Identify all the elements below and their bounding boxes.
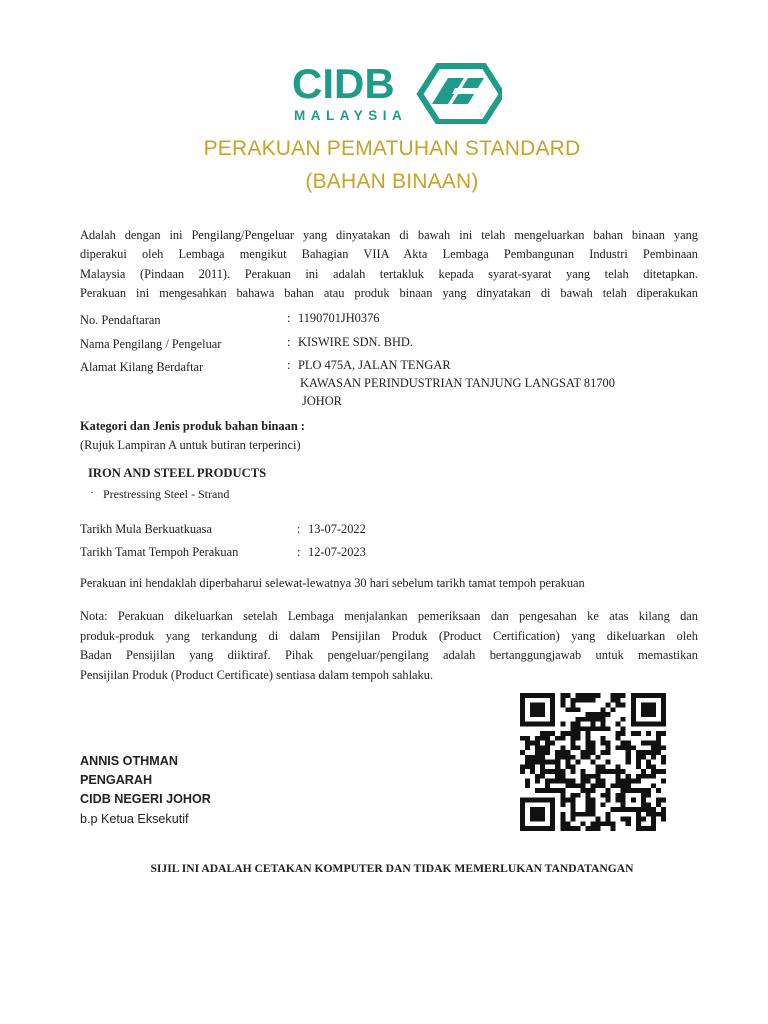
colon: : [297,545,301,559]
start-date-value: 13-07-2022 [308,522,366,536]
logo-subtext: MALAYSIA [294,108,408,123]
nota-paragraph [80,607,698,685]
cidb-hexagon-icon [292,60,502,124]
signatory-position: PENGARAH [80,773,153,787]
nota-line: Badan Pensijilan yang diiktiraf. Pihak pengeluar/pengilang adalah bertanggungjawab untuk memastikan [80,648,698,663]
category-name: IRON AND STEEL PRODUCTS [88,466,267,480]
nota-line: Pensijilan Produk (Product Certificate) sentiasa dalam tempoh sahlaku. [80,667,434,682]
bullet-icon: · [90,485,94,499]
address-line: JOHOR [302,394,342,408]
colon: : [297,522,301,536]
nota-line: produk-produk yang terkandung di dalam Pensijilan Produk (Product Certification) yang dikeluarkan oleh [80,628,698,643]
address-label: Alamat Kilang Berdaftar [80,360,204,374]
category-note: (Rujuk Lampiran A untuk butiran terperinci) [80,438,301,452]
start-date-label: Tarikh Mula Berkuatkuasa [80,522,212,536]
colon: : [287,358,291,372]
manufacturer-value: KISWIRE SDN. BHD. [298,335,413,349]
certificate-title: PERAKUAN PEMATUHAN STANDARD [203,137,581,160]
category-heading: Kategori dan Jenis produk bahan binaan : [80,419,305,433]
signatory-name: ANNIS OTHMAN [80,754,178,768]
registration-value: 1190701JH0376 [298,311,380,325]
qr-code-icon [520,693,666,831]
address-line: KAWASAN PERINDUSTRIAN TANJUNG LANGSAT 81700 [300,376,615,390]
intro-line: Malaysia (Pindaan 2011). Perakuan ini adalah tertakluk kepada syarat-syarat yang telah ditetapkan. [80,266,698,281]
signatory-office: CIDB NEGERI JOHOR [80,792,211,806]
qr-code [520,693,666,831]
registration-label: No. Pendaftaran [80,313,161,327]
cidb-logo [292,60,502,124]
footer-disclaimer: SIJIL INI ADALAH CETAKAN KOMPUTER DAN TIDAK MEMERLUKAN TANDATANGAN [150,862,634,875]
intro-line: Adalah dengan ini Pengilang/Pengeluar yang dinyatakan di bawah ini telah mengeluarkan bahan binaan yang [80,228,698,242]
renewal-note: Perakuan ini hendaklah diperbaharui selewat-lewatnya 30 hari sebelum tarikh tamat tempoh perakuan [80,576,585,590]
colon: : [287,311,291,325]
certificate-subtitle: (BAHAN BINAAN) [305,170,479,193]
colon: : [287,335,291,349]
end-date-value: 12-07-2023 [308,545,366,559]
intro-line: Perakuan ini mengesahkan bahawa bahan atau produk binaan yang dinyatakan di bawah telah diperakukan [80,285,698,300]
signatory-on-behalf: b.p Ketua Eksekutif [80,812,189,826]
address-line: PLO 475A, JALAN TENGAR [298,358,451,372]
end-date-label: Tarikh Tamat Tempoh Perakuan [80,545,239,559]
manufacturer-label: Nama Pengilang / Pengeluar [80,337,222,351]
product-item: Prestressing Steel - Strand [103,487,230,501]
intro-paragraph [80,226,698,303]
nota-line: Nota: Perakuan dikeluarkan setelah Lembaga menjalankan pemeriksaan dan pengesahan ke atas kilang dan [80,609,698,623]
logo-text: CIDB [292,60,395,107]
intro-line: diperakui oleh Lembaga mengikut Bahagian VIIA Akta Lembaga Pembangunan Industri Pembinaan [80,247,698,262]
